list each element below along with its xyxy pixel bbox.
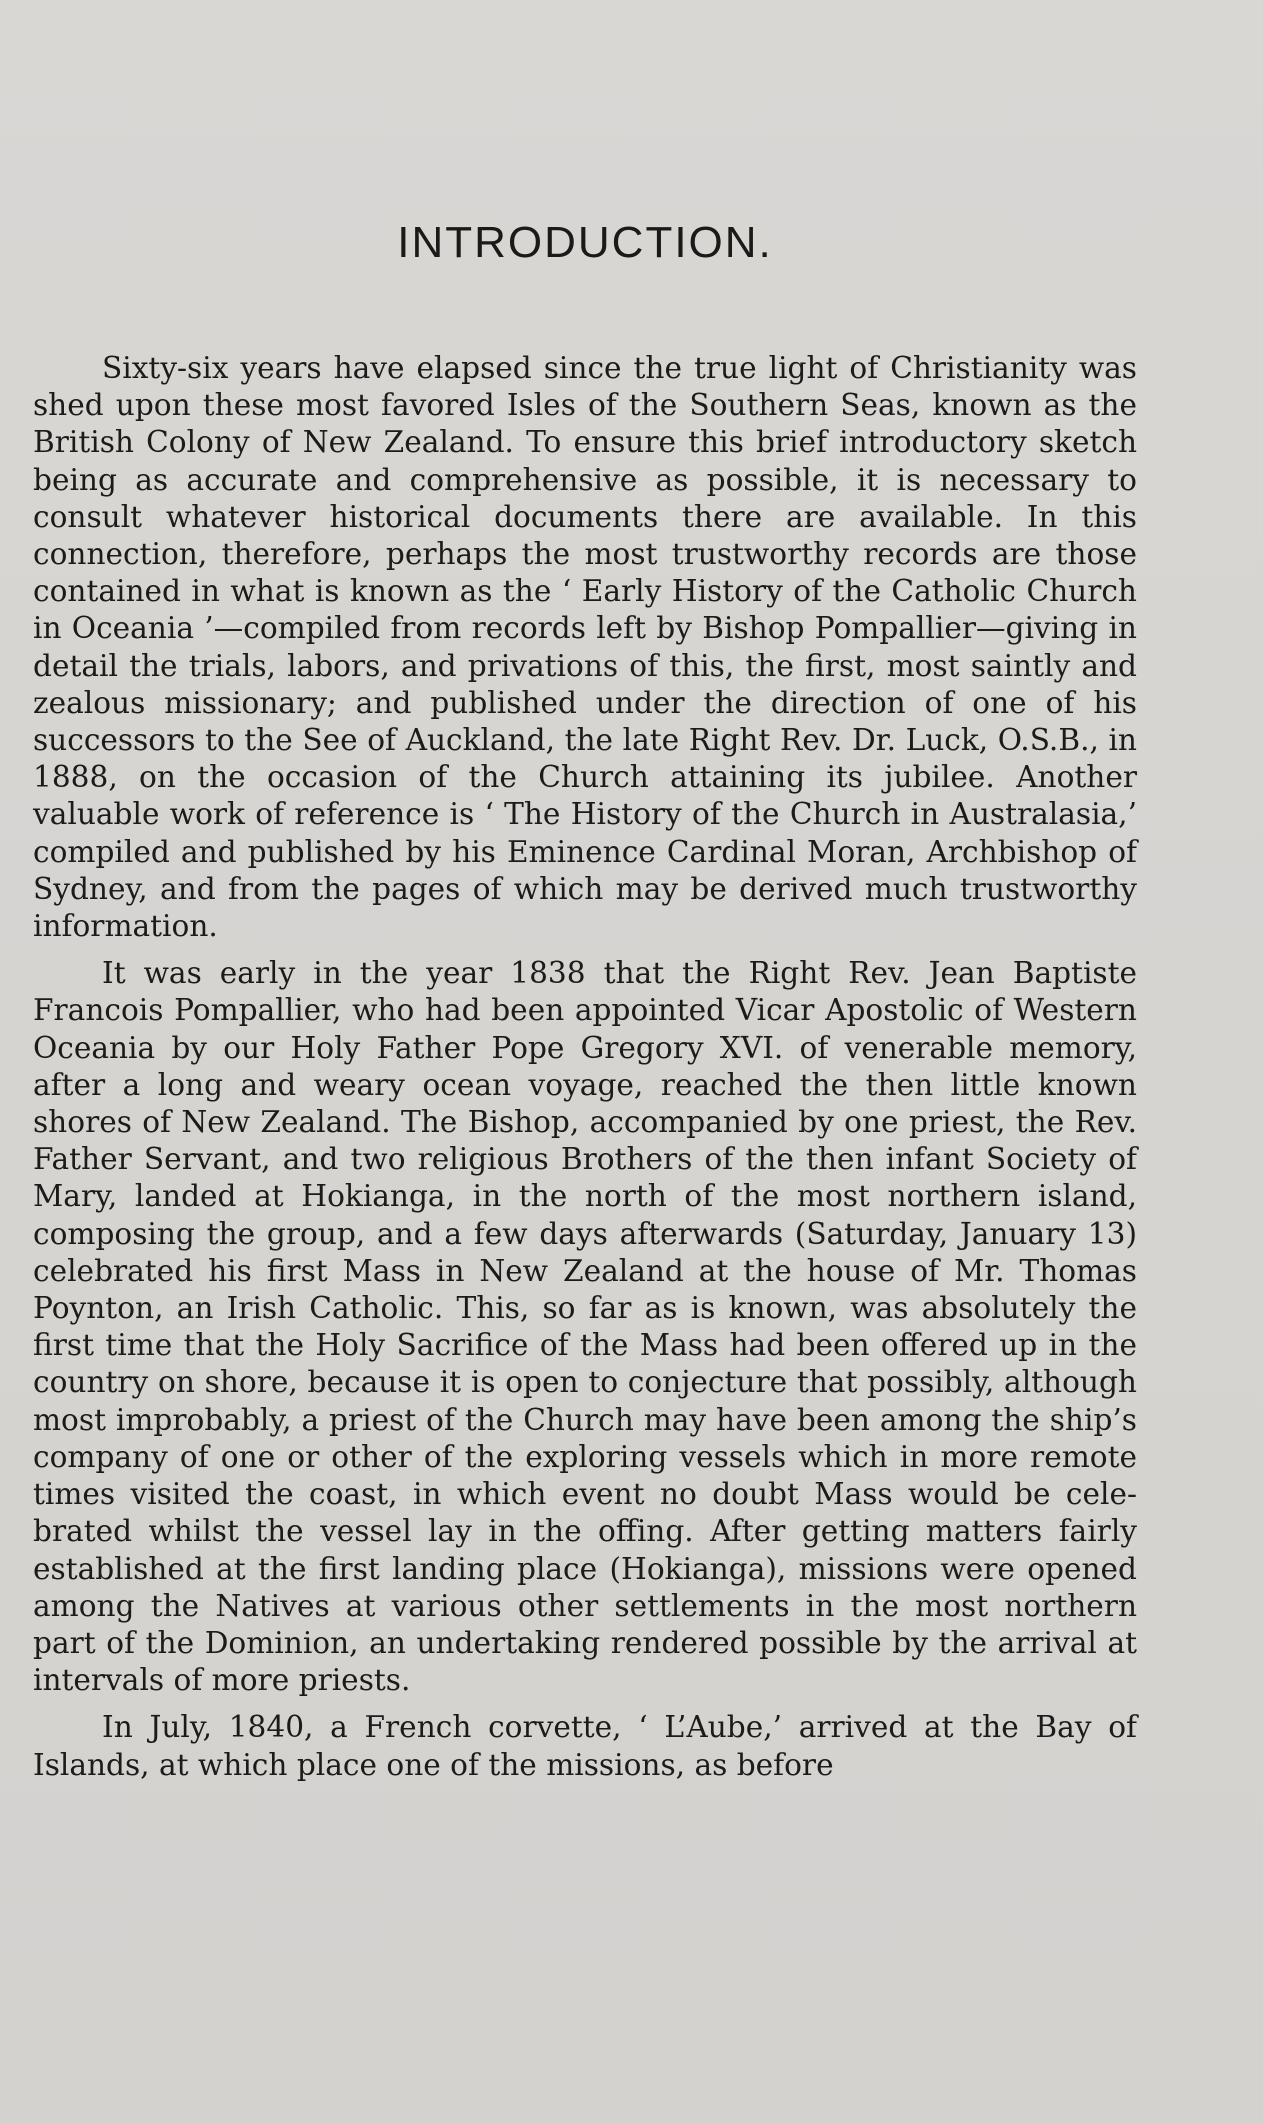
paragraph-1: Sixty-six years have elapsed since the true light of Christianity was shed upon these most favored Isles of the Southern Seas, known as the British Colony of New Zealand. To ensure this brief introductory sketch being as accurate and comprehensive as possible, it is necessary to consult whatever historical documents there are available. In this connection, therefore, perhaps the most trustworthy records are those contained in what is known as the ‘ Early History of the Catholic Church in Oceania ’—compiled from records left by Bishop Pompallier—giving in detail the trials, labors, and privations of this, the first, most saintly and zealous missionary; and published under the direction of one of his successors to the See of Auckland, the late Right Rev. Dr. Luck, O.S.B., in 1888, on the occasion of the Church attaining its jubilee. Another valuable work of reference is ‘ The History of the Church in Australasia,’ compiled and published by his Eminence Cardinal Moran, Archbishop of Sydney, and from the pages of which may be derived much trustworthy information.	[33, 351, 1137, 944]
page-title: INTRODUCTION.	[397, 218, 773, 267]
paragraph-3: In July, 1840, a French corvette, ‘ L’Aube,’ arrived at the Bay of Islands, at which place one of the missions, as before	[33, 1710, 1137, 1782]
body-text	[33, 350, 1137, 1784]
paragraph-2: It was early in the year 1838 that the Right Rev. Jean Baptiste Francois Pompallier, who had been appointed Vicar Apostolic of Western Oceania by our Holy Father Pope Gregory XVI. of venerable memory, after a long and weary ocean voyage, reached the then little known shores of New Zealand. The Bishop, accompanied by one priest, the Rev. Father Servant, and two religious Brothers of the then infant Society of Mary, landed at Hokianga, in the north of the most northern island, composing the group, and a few days afterwards (Saturday, January 13) celebrated his first Mass in New Zealand at the house of Mr. Thomas Poynton, an Irish Catholic. This, so far as is known, was absolutely the first time that the Holy Sacrifice of the Mass had been offered up in the country on shore, because it is open to conjecture that possibly, although most improbably, a priest of the Church may have been among the ship’s company of one or other of the exploring vessels which in more remote times visited the coast, in which event no doubt Mass would be cele-brated whilst the vessel lay in the offing. After getting matters fairly established at the first landing place (Hokianga), missions were opened among the Natives at various other settlements in the most northern part of the Dominion, an undertaking rendered possible by the arrival at intervals of more priests.	[33, 956, 1137, 1698]
